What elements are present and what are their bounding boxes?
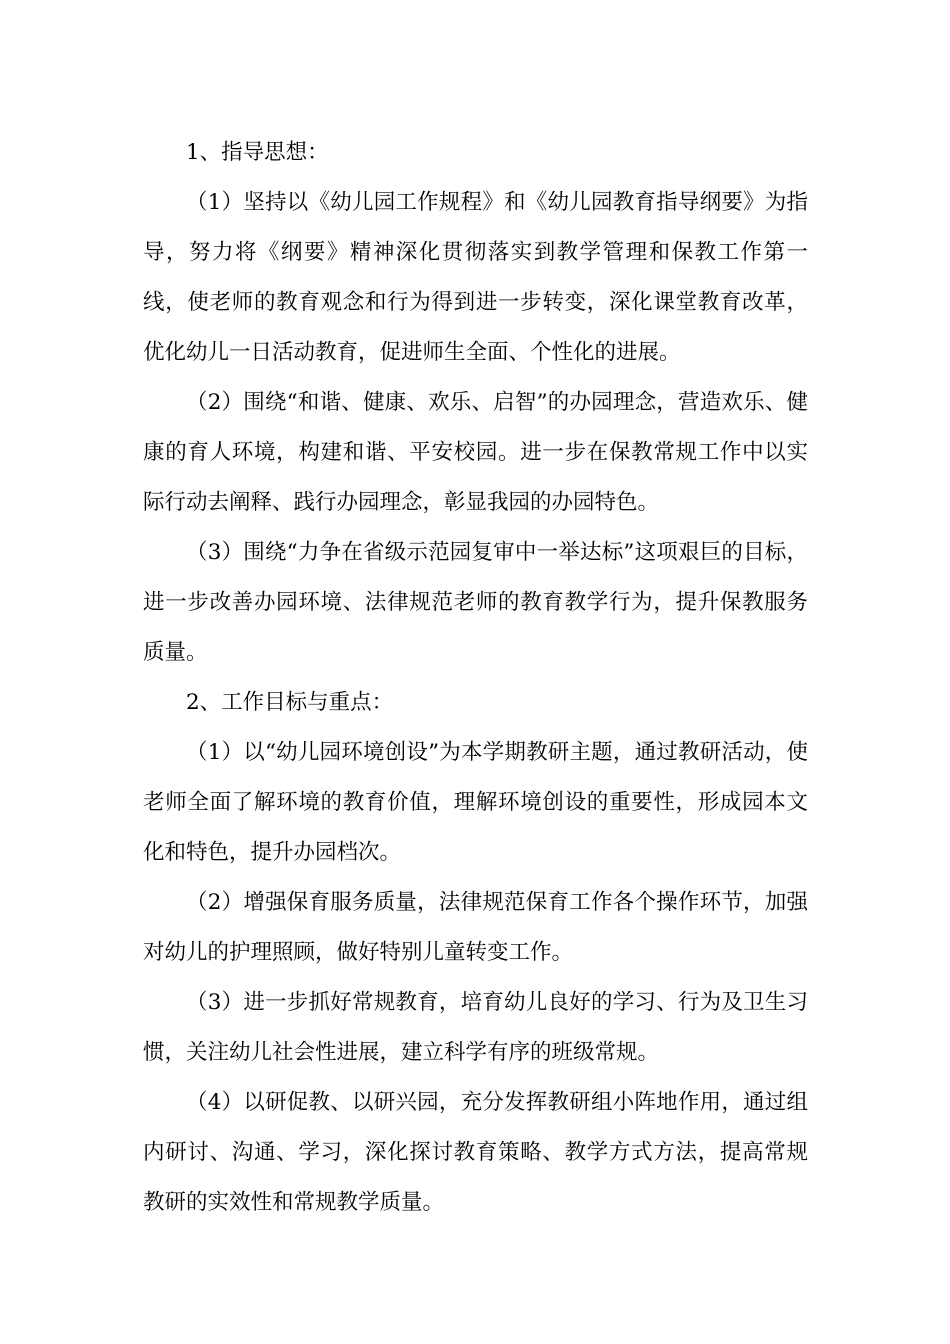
heading-work-goals: 2、工作目标与重点： — [186, 690, 394, 715]
paragraph-ideology-3: （3）围绕“力争在省级示范园复审中一举达标”这项艰巨的目标，进一步改善办园环境、法律规范老师的教育教学行为，提升保教服务质量。 — [143, 540, 808, 665]
paragraph-goal-3: （3）进一步抓好常规教育，培育幼儿良好的学习、行为及卫生习惯，关注幼儿社会性进展，建立科学有序的班级常规。 — [143, 990, 808, 1065]
paragraph-ideology-1: （1）坚持以《幼儿园工作规程》和《幼儿园教育指导纲要》为指导，努力将《纲要》精神深化贯彻落实到教学管理和保教工作第一线，使老师的教育观念和行为得到进一步转变，深化课堂教育改革，优化幼儿一日活动教育，促进师生全面、个性化的进展。 — [143, 190, 808, 365]
paragraph-goal-1: （1）以“幼儿园环境创设”为本学期教研主题，通过教研活动，使老师全面了解环境的教育价值，理解环境创设的重要性，形成园本文化和特色，提升办园档次。 — [143, 740, 808, 865]
document-body — [143, 128, 808, 1228]
paragraph-goal-4: （4）以研促教、以研兴园，充分发挥教研组小阵地作用，通过组内研讨、沟通、学习，深化探讨教育策略、教学方式方法，提高常规教研的实效性和常规教学质量。 — [143, 1090, 808, 1215]
paragraph-ideology-2: （2）围绕“和谐、健康、欢乐、启智”的办园理念，营造欢乐、健康的育人环境，构建和谐、平安校园。进一步在保教常规工作中以实际行动去阐释、践行办园理念，彰显我园的办园特色。 — [143, 390, 808, 515]
heading-guiding-ideology: 1、指导思想： — [186, 140, 329, 165]
paragraph-goal-2: （2）增强保育服务质量，法律规范保育工作各个操作环节，加强对幼儿的护理照顾，做好特别儿童转变工作。 — [143, 890, 808, 965]
